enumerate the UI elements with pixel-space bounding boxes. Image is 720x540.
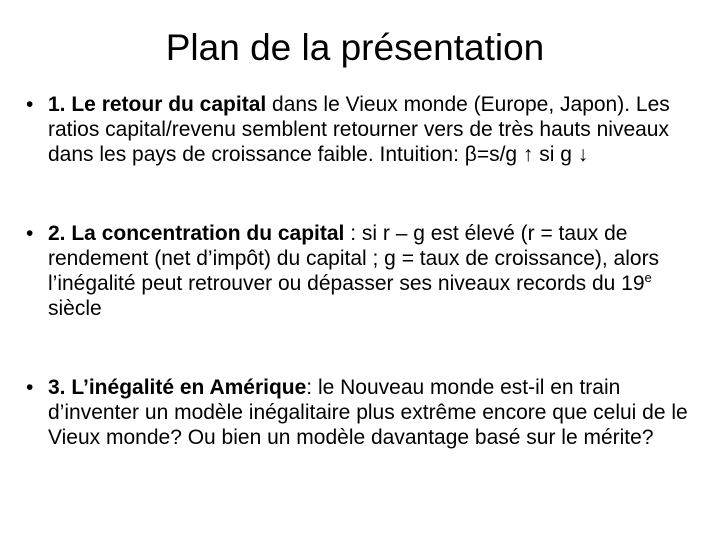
bullet-3-heading: 3. L’inégalité en Amérique <box>48 376 307 399</box>
bullet-3-text: : le Nouveau monde est-il en train d’inventer un modèle inégalitaire plus extrême encore que celui de le Vieux monde? Ou bien un modèle davantage basé sur le mérite? <box>48 376 688 449</box>
bullet-item-3 <box>22 375 702 450</box>
bullet-1-heading: 1. Le retour du capital <box>48 93 267 116</box>
bullet-2-heading: 2. La concentration du capital <box>48 222 345 245</box>
slide-title: Plan de la présentation <box>165 27 545 68</box>
bullet-dot-icon: • <box>26 376 34 399</box>
bullet-1-text: dans le Vieux monde (Europe, Japon). Les ratios capital/revenu semblent retourner vers de très hauts niveaux dans les pays de croissance faible. Intuition: β=s/g ↑ si g ↓ <box>48 93 670 166</box>
bullet-dot-icon: • <box>26 93 34 116</box>
bullet-2-superscript: e <box>644 270 652 285</box>
bullet-2-tail: siècle <box>48 297 102 320</box>
bullet-2-text: : si r – g est élevé (r = taux de rendement (net d’impôt) du capital ; g = taux de croissance), alors l’inégalité peut retrouver ou dépasser ses niveaux records du 19 <box>48 222 660 295</box>
bullet-dot-icon: • <box>26 222 34 245</box>
bullet-item-1 <box>22 92 702 167</box>
bullet-list <box>22 92 702 450</box>
bullet-item-2 <box>22 221 702 321</box>
